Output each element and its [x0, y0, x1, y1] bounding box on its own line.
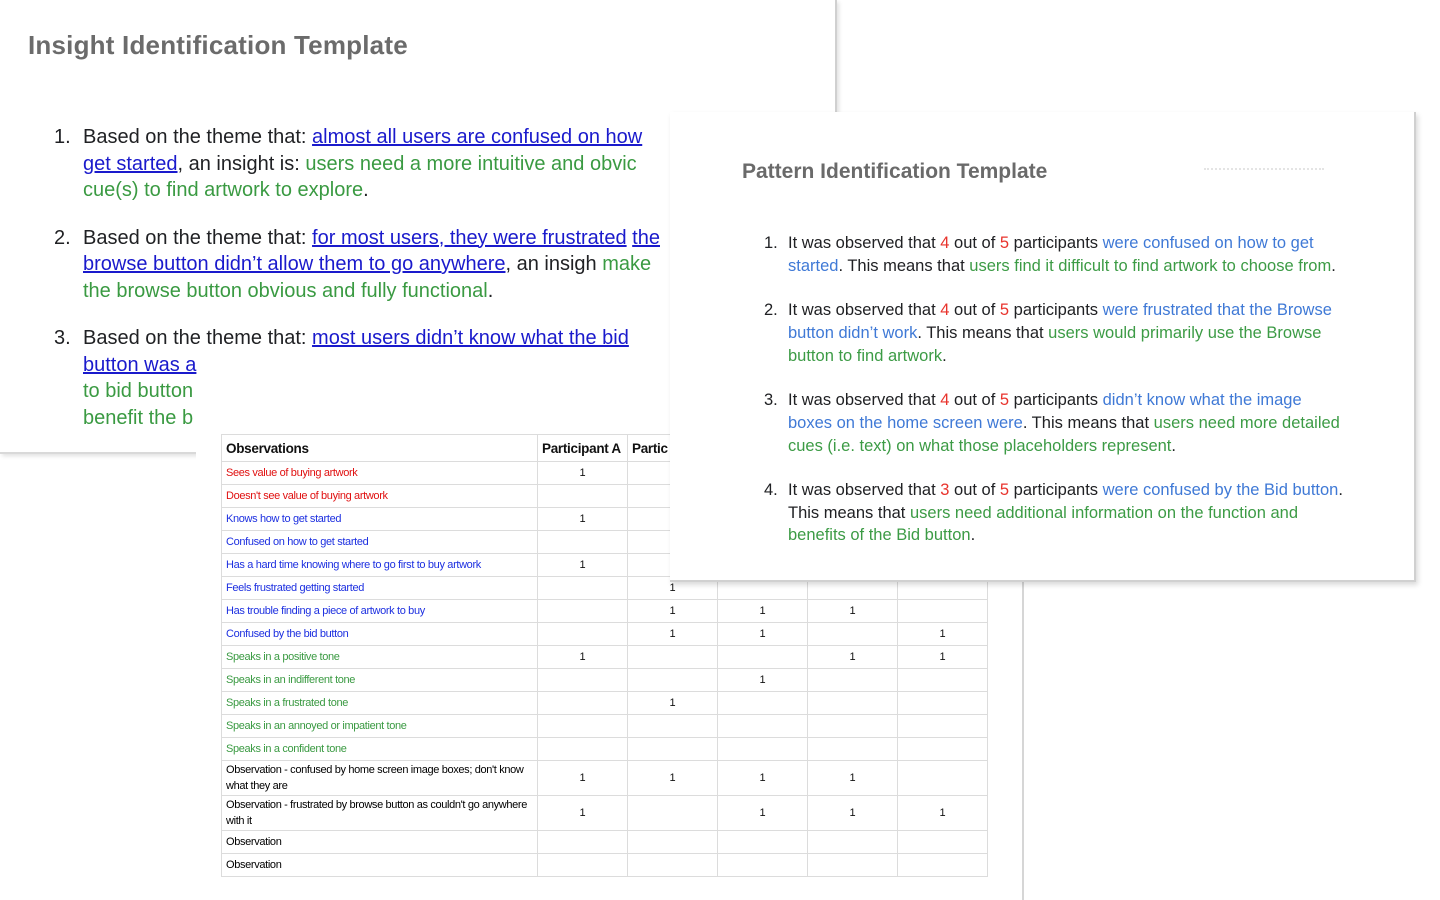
observation-cell[interactable]: Confused on how to get started: [222, 531, 538, 554]
observation-cell[interactable]: Feels frustrated getting started: [222, 577, 538, 600]
observed-count: 4: [940, 234, 950, 252]
lead-text: It was observed that: [788, 234, 941, 252]
total-count: 5: [999, 234, 1010, 252]
participant-value-cell[interactable]: [538, 485, 628, 508]
meaning-text: users need more detailed cues (i.e. text) on what those placeholders represent: [788, 413, 1340, 455]
observation-cell[interactable]: Observation - confused by home screen image boxes; don't know what they are: [222, 761, 538, 796]
participant-value-cell[interactable]: [628, 715, 718, 738]
observation-cell[interactable]: Has trouble finding a piece of artwork to buy: [222, 600, 538, 623]
observation-text: were confused by the Bid button: [1102, 480, 1339, 499]
participant-value-cell[interactable]: [718, 646, 808, 669]
participant-value-cell[interactable]: 1: [718, 761, 808, 796]
column-header-participant-a[interactable]: Participant A: [538, 435, 628, 462]
connector-text: participants: [1009, 480, 1103, 499]
observation-cell[interactable]: Sees value of buying artwork: [222, 462, 538, 485]
connector-text: out of: [949, 234, 1000, 252]
insight-item-2: [54, 225, 670, 305]
theme-link[interactable]: button was a: [83, 353, 197, 376]
participant-value-cell[interactable]: 1: [898, 646, 988, 669]
participant-value-cell[interactable]: [808, 692, 898, 715]
insight-template-title: Insight Identification Template: [28, 30, 408, 60]
lead-text: It was observed that: [788, 480, 941, 499]
participant-value-cell[interactable]: [718, 692, 808, 715]
pattern-item-2: [764, 299, 1344, 367]
insight-item-1: [54, 124, 670, 204]
total-count: 5: [999, 390, 1010, 409]
meaning-text: users need additional information on the function and benefits of the Bid button: [788, 503, 1299, 545]
connector-text: . This means that: [788, 480, 1343, 522]
observation-cell[interactable]: Knows how to get started: [222, 508, 538, 531]
participant-value-cell[interactable]: [538, 854, 628, 877]
insight-text: benefit the b: [83, 406, 194, 429]
insight-list: [54, 124, 670, 452]
observed-count: 4: [940, 301, 950, 320]
participant-value-cell[interactable]: 1: [718, 669, 808, 692]
participant-value-cell[interactable]: 1: [628, 692, 718, 715]
participant-value-cell[interactable]: [808, 669, 898, 692]
participant-value-cell[interactable]: 1: [808, 761, 898, 796]
participant-value-cell[interactable]: [898, 715, 988, 738]
insight-lead-text: , an insight is:: [177, 152, 306, 175]
participant-value-cell[interactable]: 1: [538, 554, 628, 577]
observation-cell[interactable]: Speaks in a frustrated tone: [222, 692, 538, 715]
observation-cell[interactable]: Speaks in an indifferent tone: [222, 669, 538, 692]
observed-count: 4: [940, 390, 950, 409]
list-number: 2.: [54, 226, 71, 249]
participant-value-cell[interactable]: 1: [538, 761, 628, 796]
observation-cell[interactable]: Observation: [222, 854, 538, 877]
participant-value-cell[interactable]: [538, 692, 628, 715]
insight-lead-text: , an insigh: [505, 253, 597, 275]
total-count: 5: [999, 301, 1010, 320]
list-number: 2.: [764, 301, 778, 320]
period: .: [1171, 436, 1176, 455]
participant-value-cell[interactable]: [718, 854, 808, 877]
period: .: [970, 526, 976, 545]
pattern-item-4: [764, 479, 1344, 547]
theme-link[interactable]: get started: [83, 152, 178, 175]
observation-cell[interactable]: Observation - frustrated by browse button as couldn't go anywhere with it: [222, 796, 538, 831]
participant-value-cell[interactable]: [808, 623, 898, 646]
participant-value-cell[interactable]: [898, 738, 988, 761]
observation-cell[interactable]: Doesn't see value of buying artwork: [222, 485, 538, 508]
participant-value-cell[interactable]: [898, 692, 988, 715]
participant-value-cell[interactable]: 1: [628, 577, 718, 600]
pattern-item-3: [764, 389, 1344, 457]
participant-value-cell[interactable]: 1: [898, 623, 988, 646]
list-number: 1.: [764, 234, 778, 252]
theme-link[interactable]: most users didn’t know what the bid: [312, 327, 629, 349]
insight-text: make the browse button obvious and fully functional: [83, 253, 652, 302]
participant-value-cell[interactable]: [628, 646, 718, 669]
participant-value-cell[interactable]: [538, 600, 628, 623]
participant-value-cell[interactable]: [538, 669, 628, 692]
participant-value-cell[interactable]: 1: [808, 796, 898, 831]
connector-text: . This means that: [1022, 413, 1154, 432]
participant-value-cell[interactable]: 1: [628, 761, 718, 796]
period: .: [363, 179, 369, 201]
table-row: [222, 761, 988, 796]
participant-value-cell[interactable]: [628, 831, 718, 854]
participant-value-cell[interactable]: 1: [808, 600, 898, 623]
observation-cell[interactable]: Confused by the bid button: [222, 623, 538, 646]
participant-value-cell[interactable]: [808, 831, 898, 854]
participant-value-cell[interactable]: [898, 761, 988, 796]
connector-text: participants: [1009, 390, 1103, 409]
observed-count: 3: [940, 480, 950, 499]
list-number: 4.: [764, 480, 778, 499]
list-number: 1.: [54, 126, 71, 148]
participant-value-cell[interactable]: [718, 715, 808, 738]
period: .: [1331, 256, 1336, 275]
list-number: 3.: [764, 390, 778, 409]
participant-value-cell[interactable]: [628, 669, 718, 692]
table-row: [222, 600, 988, 623]
period: .: [942, 346, 947, 365]
connector-text: out of: [949, 390, 1000, 409]
lead-text: It was observed that: [788, 390, 941, 409]
meaning-text: users find it difficult to find artwork to choose from: [969, 256, 1332, 275]
observation-text: were confused on how to get started: [788, 234, 1314, 275]
theme-lead-text: Based on the theme that:: [83, 126, 313, 148]
connector-text: . This means that: [838, 256, 970, 275]
table-row: [222, 854, 988, 877]
observation-cell[interactable]: Has a hard time knowing where to go first to buy artwork: [222, 554, 538, 577]
observation-text: didn’t know what the image boxes on the home screen were: [788, 390, 1302, 432]
column-header-participant-b[interactable]: Partic: [628, 435, 718, 462]
lead-text: It was observed that: [788, 301, 941, 320]
participant-value-cell[interactable]: 1: [718, 796, 808, 831]
participant-value-cell[interactable]: [538, 738, 628, 761]
table-row: [222, 738, 988, 761]
participant-value-cell[interactable]: [718, 831, 808, 854]
connector-text: participants: [1009, 301, 1103, 320]
participant-value-cell[interactable]: [808, 854, 898, 877]
insight-item-3: [54, 325, 670, 431]
observation-cell[interactable]: Speaks in a positive tone: [222, 646, 538, 669]
pattern-template-title: Pattern Identification Template: [742, 160, 1048, 183]
participant-value-cell[interactable]: [898, 854, 988, 877]
connector-text: out of: [949, 301, 1000, 320]
theme-link[interactable]: the browse button didn’t allow them to go anywhere: [83, 226, 660, 275]
participant-value-cell[interactable]: 1: [538, 462, 628, 485]
observation-cell[interactable]: Observation: [222, 831, 538, 854]
connector-text: participants: [1009, 234, 1103, 252]
insight-text: users need a more intuitive and obvic: [305, 152, 637, 175]
participant-value-cell[interactable]: [898, 831, 988, 854]
pattern-list: [764, 232, 1344, 569]
theme-link[interactable]: for most users, they were frustrated: [312, 226, 627, 249]
observation-text: were frustrated that the Browse button didn’t work: [788, 301, 1332, 342]
participant-value-cell[interactable]: [808, 738, 898, 761]
insight-text: cue(s) to find artwork to explore: [83, 179, 364, 201]
participant-value-cell[interactable]: [898, 600, 988, 623]
participant-value-cell[interactable]: [898, 669, 988, 692]
participant-value-cell[interactable]: [628, 854, 718, 877]
participant-value-cell[interactable]: [538, 531, 628, 554]
participant-value-cell[interactable]: 1: [538, 646, 628, 669]
theme-lead-text: Based on the theme that:: [83, 226, 313, 249]
participant-value-cell[interactable]: [538, 623, 628, 646]
table-row: [222, 831, 988, 854]
observation-cell[interactable]: Speaks in a confident tone: [222, 738, 538, 761]
connector-text: . This means that: [917, 323, 1049, 342]
meaning-text: users would primarily use the Browse button to find artwork: [788, 323, 1322, 365]
table-row: [222, 692, 988, 715]
theme-link[interactable]: almost all users are confused on how: [312, 126, 643, 148]
table-row: [222, 646, 988, 669]
pattern-item-1: [764, 232, 1344, 278]
theme-lead-text: Based on the theme that:: [83, 327, 313, 349]
participant-value-cell[interactable]: 1: [538, 508, 628, 531]
total-count: 5: [999, 480, 1010, 499]
observation-cell[interactable]: Speaks in an annoyed or impatient tone: [222, 715, 538, 738]
participant-value-cell[interactable]: 1: [898, 796, 988, 831]
participant-value-cell[interactable]: 1: [718, 600, 808, 623]
participant-value-cell[interactable]: [538, 715, 628, 738]
table-row: [222, 796, 988, 831]
participant-value-cell[interactable]: 1: [808, 646, 898, 669]
table-row: [222, 669, 988, 692]
column-header-observations[interactable]: Observations: [222, 435, 538, 462]
list-number: 3.: [54, 327, 71, 349]
participant-value-cell[interactable]: [538, 831, 628, 854]
participant-value-cell[interactable]: 1: [718, 623, 808, 646]
participant-value-cell[interactable]: [538, 577, 628, 600]
table-row: [222, 715, 988, 738]
pattern-template-card: [670, 112, 1416, 582]
participant-value-cell[interactable]: [628, 796, 718, 831]
participant-value-cell[interactable]: 1: [628, 623, 718, 646]
participant-value-cell[interactable]: [808, 715, 898, 738]
participant-value-cell[interactable]: 1: [538, 796, 628, 831]
participant-value-cell[interactable]: [628, 738, 718, 761]
insight-text: to bid button: [83, 380, 194, 402]
participant-value-cell[interactable]: [718, 738, 808, 761]
table-row: [222, 623, 988, 646]
period: .: [487, 279, 494, 302]
participant-value-cell[interactable]: 1: [628, 600, 718, 623]
faint-divider: [1204, 168, 1324, 170]
connector-text: out of: [949, 480, 1000, 499]
